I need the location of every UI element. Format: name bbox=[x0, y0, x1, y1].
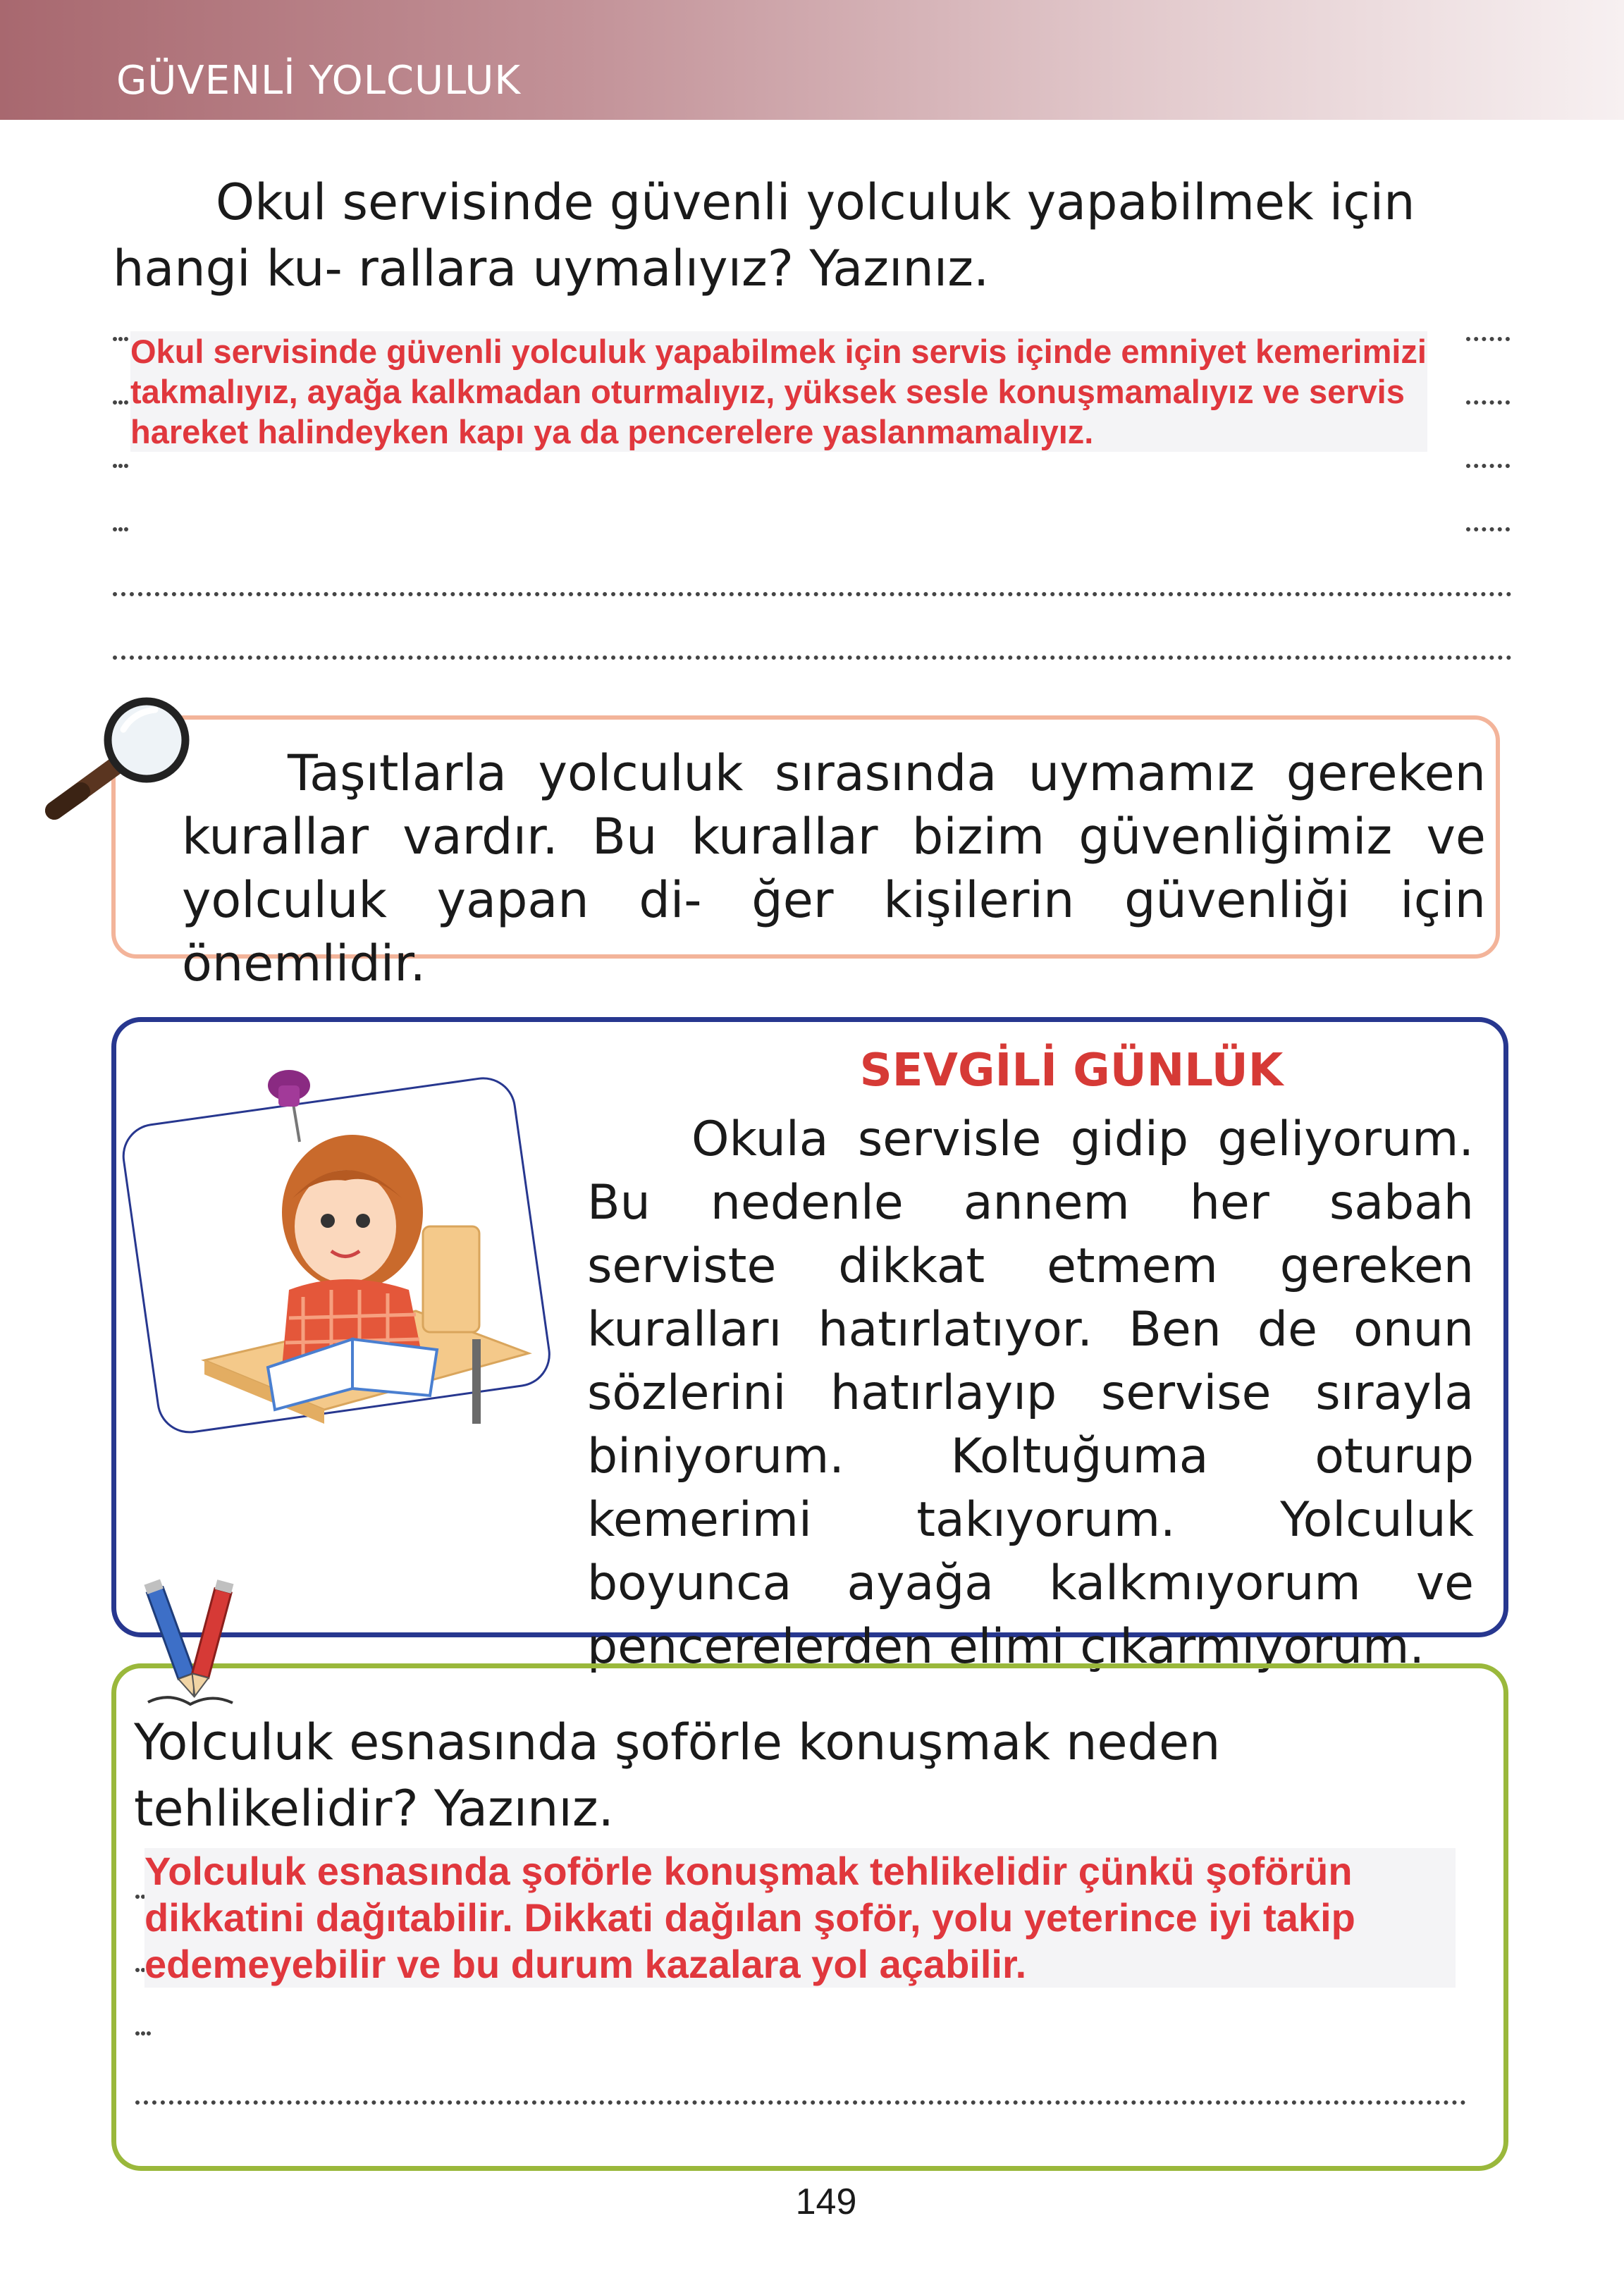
dotted-line bbox=[113, 527, 128, 531]
dotted-line bbox=[113, 464, 128, 468]
dotted-line bbox=[113, 655, 1512, 660]
info-text-content: Taşıtlarla yolculuk sırasında uymamız gereken kurallar vardır. Bu kurallar bizim güvenliğimiz ve yolculuk yapan di- ğer kişilerin güvenliği için önemlidir. bbox=[182, 744, 1486, 992]
dotted-line bbox=[1466, 400, 1510, 405]
question-2-text: Yolculuk esnasında şoförle konuşmak neden tehlikelidir? Yazınız. bbox=[134, 1713, 1221, 1837]
answer-1: Okul servisinde güvenli yolculuk yapabilmek için servis içinde emniyet kemerimizi takmalıyız, ayağa kalkmadan oturmalıyız, yüksek sesle konuşmamalıyız ve servis hareket halindeyken kapı ya da pencerelere yaslanmamalıyız. bbox=[130, 333, 1427, 450]
dotted-line bbox=[135, 2031, 151, 2036]
girl-reading-illustration bbox=[120, 1057, 564, 1452]
question-1 bbox=[113, 169, 1508, 302]
dotted-line bbox=[113, 592, 1512, 596]
diary-title: SEVGİLİ GÜNLÜK bbox=[859, 1045, 1284, 1097]
pencils-icon bbox=[134, 1572, 247, 1713]
diary-text-content: Okula servisle gidip geliyorum. Bu nedenle annem her sabah serviste dikkat etmem gereken kuralları hatırlatıyor. Ben de onun sözlerini hatırlayıp servise sırayla biniyorum. Koltuğuma oturup kemerimi takıyorum. Yolculuk boyunca ayağa kalkmıyorum ve pencerelerden elimi çıkarmıyorum. bbox=[587, 1112, 1474, 1675]
dotted-line bbox=[1466, 464, 1510, 468]
dotted-line bbox=[113, 337, 128, 341]
info-text bbox=[182, 741, 1486, 995]
question-1-text: Okul servisinde güvenli yolculuk yapabilmek için hangi ku- rallara uymalıyız? Yazınız. bbox=[113, 173, 1415, 297]
dotted-line bbox=[1466, 337, 1510, 341]
answer-2: Yolculuk esnasında şoförle konuşmak tehlikelidir çünkü şoförün dikkatini dağıtabilir. Dikkati dağılan şoför, yolu yeterince iyi takip edemeyebilir ve bu durum kazalara yol açabilir. bbox=[144, 1848, 1456, 1988]
diary-text bbox=[587, 1108, 1474, 1679]
dotted-line bbox=[1466, 527, 1510, 531]
dotted-line bbox=[135, 2100, 1466, 2105]
dotted-line bbox=[113, 400, 128, 405]
page-title: GÜVENLİ YOLCULUK bbox=[116, 58, 522, 104]
page-number: 149 bbox=[795, 2181, 857, 2222]
